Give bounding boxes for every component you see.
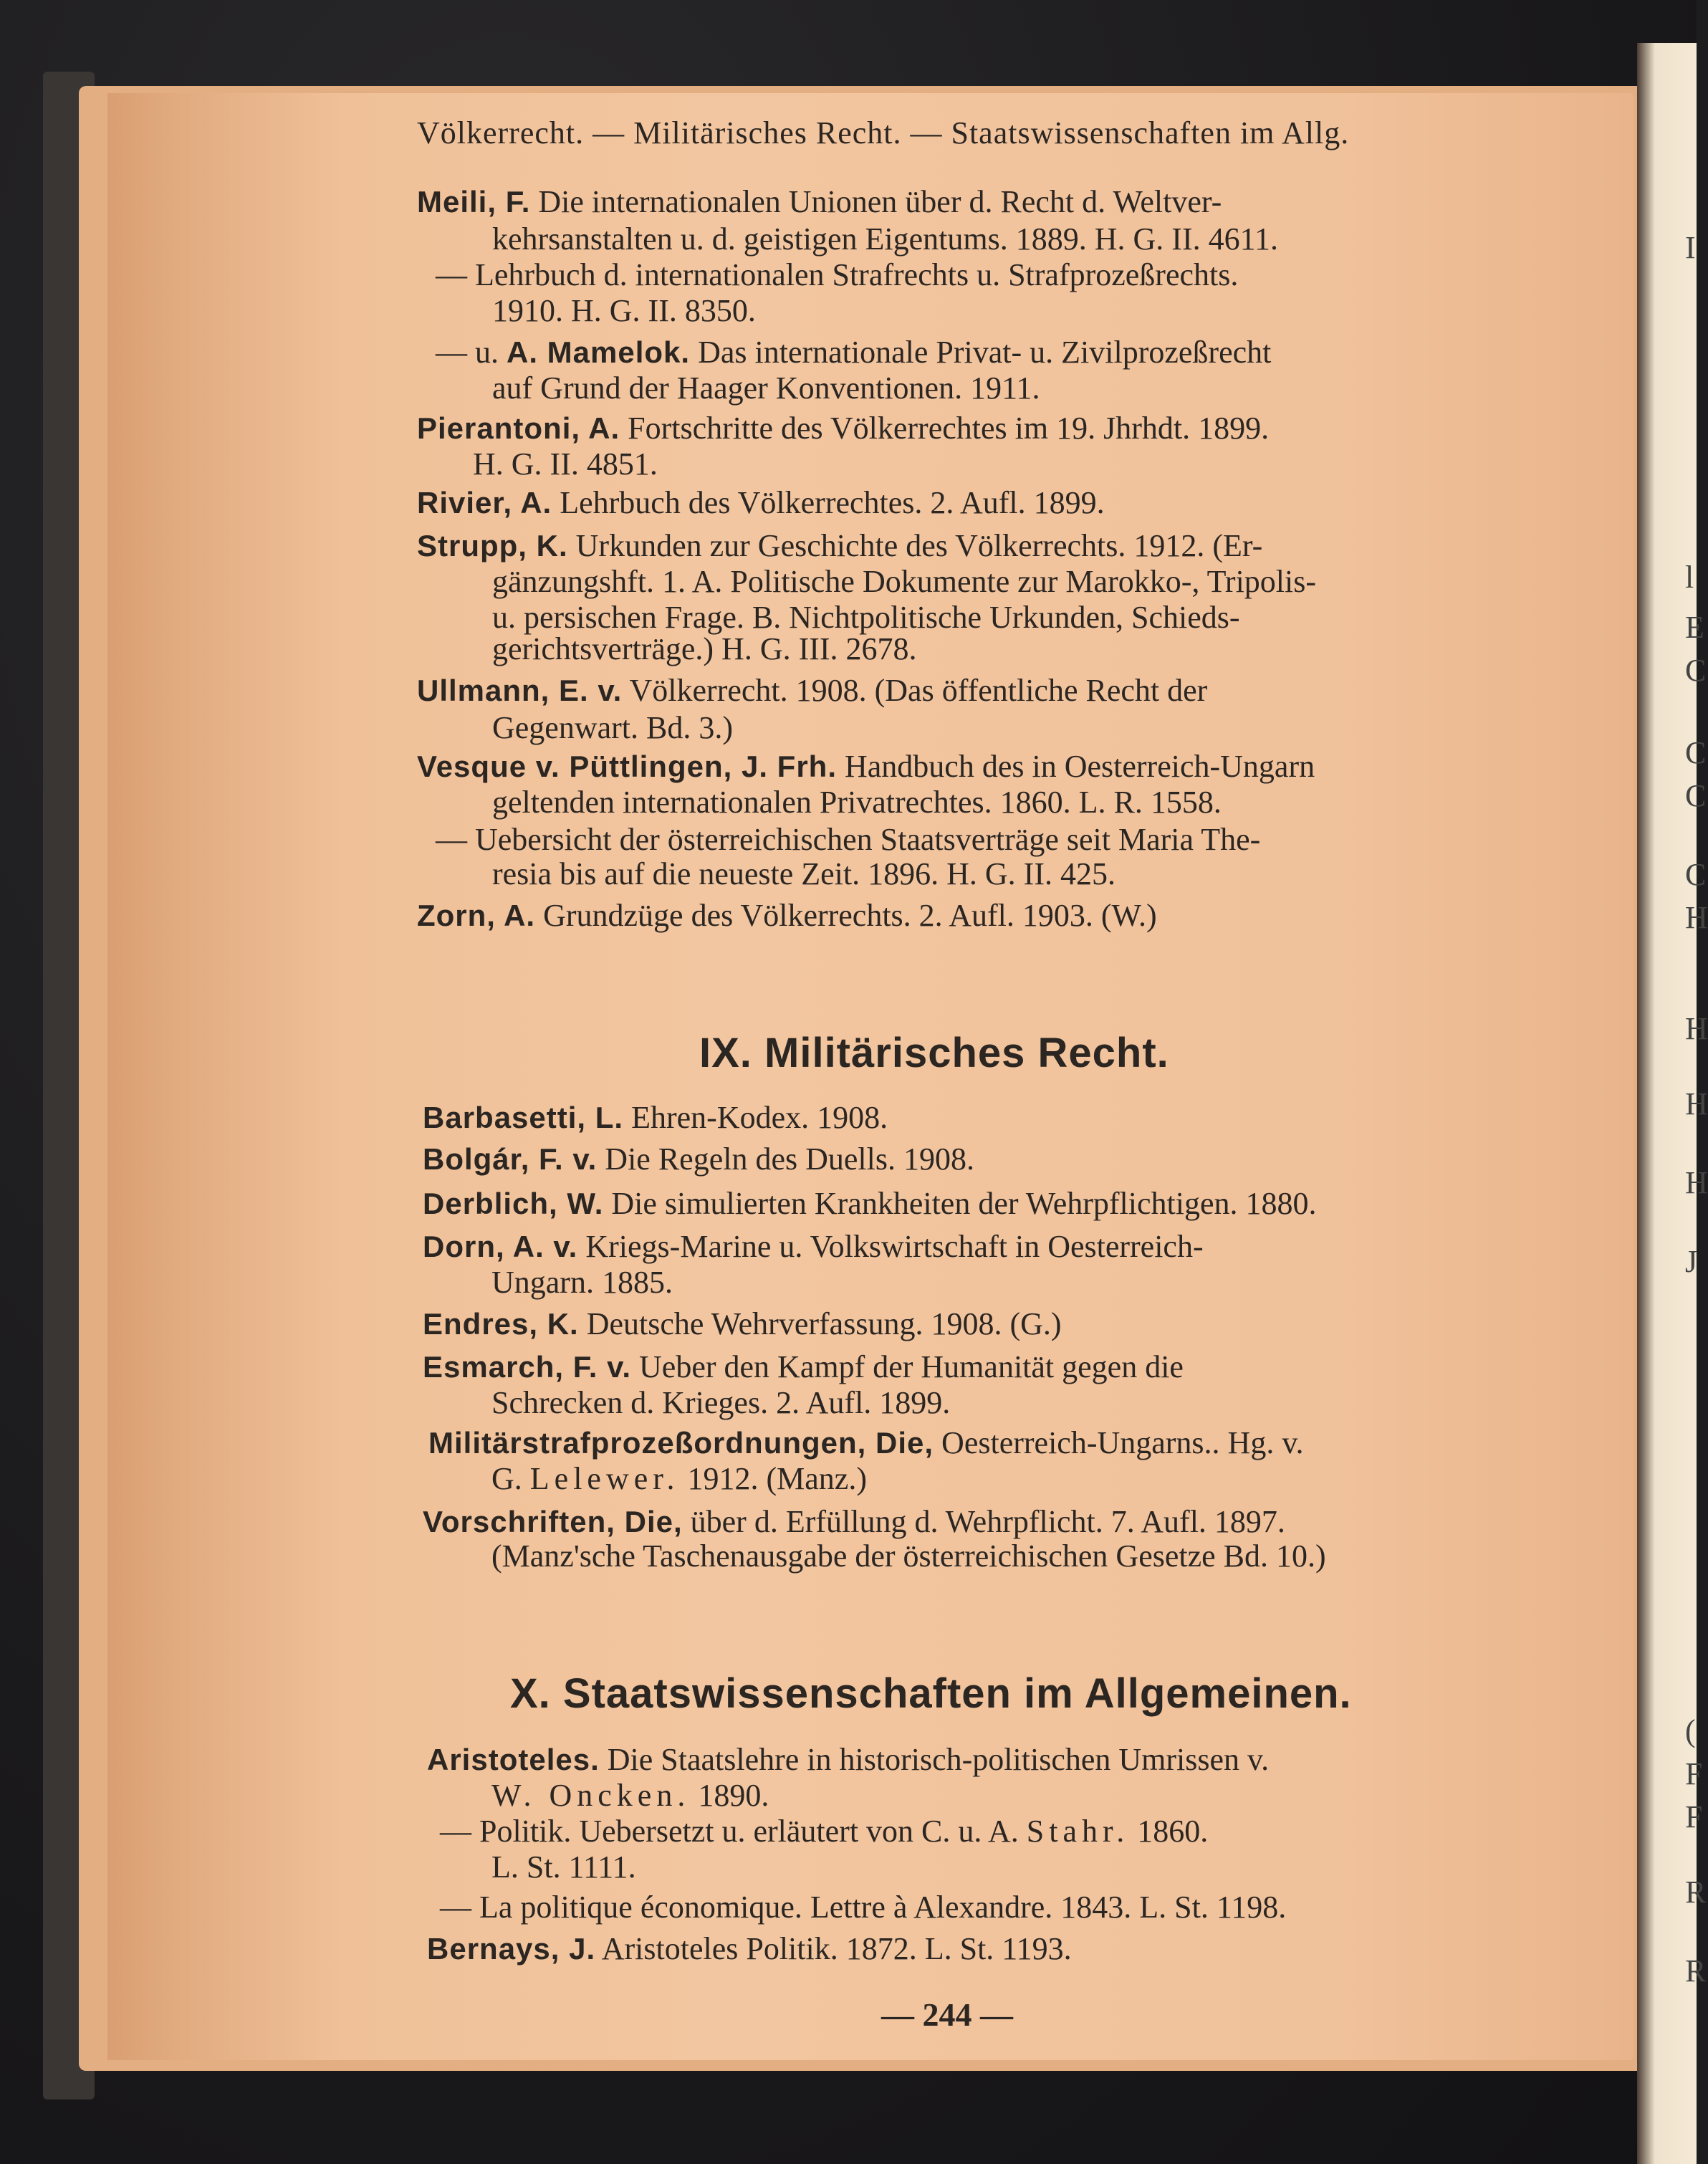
entry-text: Ungarn. 1885. [491, 1265, 673, 1300]
next-page-char: H [1685, 1165, 1708, 1200]
entry-text: 1890. [698, 1778, 769, 1813]
entry-text: H. G. II. 4851. [473, 446, 658, 482]
entry-line [491, 1264, 673, 1301]
next-page-char: R [1685, 1875, 1707, 1910]
entry-text: Ehren-Kodex. 1908. [631, 1100, 888, 1135]
next-page-char: F [1685, 1756, 1703, 1791]
entry-text: gerichtsverträge.) H. G. III. 2678. [492, 631, 917, 666]
entry-text: kehrsanstalten u. d. geistigen Eigentums. 1889. H. G. II. 4611. [492, 221, 1278, 257]
entry-line [423, 1306, 1062, 1343]
spaced-name: Stahr. [1026, 1814, 1130, 1849]
next-page-char: E [1685, 610, 1704, 645]
author-name: Zorn, A. [417, 899, 536, 932]
entry-line [492, 563, 1316, 600]
entry-text: resia bis auf die neueste Zeit. 1896. H. G. II. 425. [492, 856, 1116, 891]
entry-line [423, 1228, 1204, 1265]
entry-text: Grundzüge des Völkerrechts. 2. Aufl. 1903. (W.) [543, 898, 1157, 933]
entry-text: Handbuch des in Oesterreich-Ungarn [845, 749, 1315, 784]
entry-line [423, 1185, 1317, 1222]
entry-line [492, 709, 733, 747]
entry-line [440, 1813, 1208, 1850]
next-page-char: l [1685, 560, 1694, 595]
entry-line [423, 1349, 1184, 1386]
entry-line [417, 484, 1105, 522]
next-page-char: H [1685, 1086, 1708, 1121]
entry-line [491, 1777, 769, 1814]
entry-text: Deutsche Wehrverfassung. 1908. (G.) [586, 1306, 1062, 1341]
entry-text: 1910. H. G. II. 8350. [492, 293, 756, 328]
entry-text: Gegenwart. Bd. 3.) [492, 710, 734, 745]
entry-line [417, 672, 1207, 709]
entry-text: G. [491, 1461, 522, 1496]
spaced-name: Lelewer. [529, 1461, 680, 1496]
section-heading-x: X. Staatswissenschaften im Allgemeinen. [510, 1670, 1352, 1717]
next-page-char: I [1685, 230, 1696, 265]
author-name: Endres, K. [423, 1307, 579, 1341]
entry-text: (Manz'sche Taschenausgabe der österreichischen Gesetze Bd. 10.) [491, 1538, 1326, 1574]
author-name: Barbasetti, L. [423, 1101, 624, 1134]
author-name: Vorschriften, Die, [423, 1505, 683, 1538]
entry-text: Lehrbuch des Völkerrechtes. 2. Aufl. 1899. [560, 485, 1105, 520]
page-number: — 244 — [881, 1996, 1013, 2033]
entry-line [491, 1384, 950, 1422]
entry-line [440, 1889, 1286, 1926]
entry-text: Oesterreich-Ungarns.. Hg. v. [941, 1425, 1304, 1460]
entry-text: — Uebersicht der österreichischen Staatsverträge seit Maria The- [436, 822, 1261, 857]
entry-text: Die internationalen Unionen über d. Recht d. Weltver- [538, 184, 1222, 219]
next-page-char: C [1685, 857, 1707, 892]
author-name: Derblich, W. [423, 1187, 604, 1220]
entry-text: 1860. [1137, 1814, 1209, 1849]
entry-text: Die Regeln des Duells. 1908. [605, 1141, 974, 1177]
entry-line [492, 370, 1040, 407]
entry-line [491, 1538, 1326, 1575]
entry-line [428, 1425, 1303, 1462]
entry-line [492, 856, 1116, 893]
entry-text: Die simulierten Krankheiten der Wehrpflichtigen. 1880. [611, 1186, 1317, 1221]
next-page-char: H [1685, 900, 1708, 935]
entry-line [492, 784, 1222, 821]
next-page-char: C [1685, 735, 1707, 770]
author-name: Aristoteles. [427, 1743, 600, 1776]
author-name: Pierantoni, A. [417, 411, 620, 445]
entry-text: u. [475, 335, 499, 370]
section-heading-ix: IX. Militärisches Recht. [699, 1030, 1169, 1076]
next-page-char: J [1685, 1244, 1698, 1279]
entry-line [423, 1141, 974, 1178]
entry-line [417, 897, 1157, 934]
entry-line [492, 292, 756, 330]
running-head: Völkerrecht. — Militärisches Recht. — Staatswissenschaften im Allg. [417, 115, 1350, 150]
next-page-char: C [1685, 778, 1707, 813]
entry-text: gänzungshft. 1. A. Politische Dokumente zur Marokko-, Tripolis- [492, 564, 1317, 599]
entry-line [491, 1460, 867, 1498]
entry-text: Aristoteles Politik. 1872. L. St. 1193. [601, 1931, 1072, 1966]
entry-text: geltenden internationalen Privatrechtes. 1860. L. R. 1558. [492, 785, 1222, 820]
next-page-char: H [1685, 1011, 1708, 1046]
author-name: Militärstrafprozeßordnungen, Die, [428, 1426, 934, 1460]
spaced-name: W. Oncken. [491, 1778, 691, 1813]
entry-line [492, 631, 917, 668]
entry-line [473, 446, 658, 483]
author-name: Dorn, A. v. [423, 1230, 578, 1263]
next-page-char: R [1685, 1953, 1707, 1988]
next-page-char: F [1685, 1799, 1703, 1834]
entry-line [423, 1503, 1285, 1541]
dash: — [436, 335, 467, 370]
entry-text: Völkerrecht. 1908. (Das öffentliche Recht der [629, 673, 1208, 708]
author-name: Ullmann, E. v. [417, 674, 623, 707]
entry-text: Schrecken d. Krieges. 2. Aufl. 1899. [491, 1385, 951, 1420]
entry-line [427, 1741, 1269, 1778]
entry-text: — Lehrbuch d. internationalen Strafrechts u. Strafprozeßrechts. [436, 257, 1239, 292]
entry-line [417, 748, 1315, 785]
entry-text: — La politique économique. Lettre à Alexandre. 1843. L. St. 1198. [440, 1890, 1287, 1925]
author-name: Rivier, A. [417, 486, 552, 520]
entry-text: Urkunden zur Geschichte des Völkerrechts. 1912. (Er- [575, 528, 1263, 563]
author-name: A. Mamelok. [507, 335, 691, 369]
entry-text: L. St. 1111. [491, 1849, 636, 1885]
author-name: Bolgár, F. v. [423, 1142, 598, 1176]
entry-text: 1912. (Manz.) [687, 1461, 867, 1496]
next-page-char: C [1685, 653, 1707, 688]
entry-line [417, 183, 1222, 221]
entry-line [417, 527, 1262, 565]
author-name: Vesque v. Püttlingen, J. Frh. [417, 750, 837, 783]
entry-text: auf Grund der Haager Konventionen. 1911. [492, 370, 1040, 406]
entry-line [436, 257, 1238, 294]
entry-text: Ueber den Kampf der Humanität gegen die [639, 1349, 1184, 1384]
entry-text: Die Staatslehre in historisch-politischen Umrissen v. [607, 1742, 1270, 1777]
entry-text: Kriegs-Marine u. Volkswirtschaft in Oesterreich- [585, 1229, 1204, 1264]
entry-text: über d. Erfüllung d. Wehrpflicht. 7. Aufl. 1897. [690, 1504, 1285, 1539]
entry-line [417, 410, 1269, 447]
entry-text: u. persischen Frage. B. Nichtpolitische Urkunden, Schieds- [492, 600, 1240, 635]
next-page-char: ( [1685, 1713, 1696, 1748]
entry-line [491, 1849, 636, 1886]
author-name: Bernays, J. [427, 1932, 596, 1966]
entry-text: — Politik. Uebersetzt u. erläutert von C. u. A. [440, 1814, 1019, 1849]
entry-text: Fortschritte des Völkerrechtes im 19. Jhrhdt. 1899. [628, 411, 1270, 446]
author-name: Esmarch, F. v. [423, 1350, 632, 1384]
entry-line [423, 1099, 888, 1136]
author-name: Strupp, K. [417, 529, 568, 562]
entry-line [427, 1930, 1072, 1968]
entry-line [436, 821, 1260, 858]
entry-line [492, 221, 1278, 258]
author-name: Meili, F. [417, 185, 531, 219]
entry-line [436, 334, 1271, 371]
entry-text: Das internationale Privat- u. Zivilprozeßrecht [698, 335, 1272, 370]
